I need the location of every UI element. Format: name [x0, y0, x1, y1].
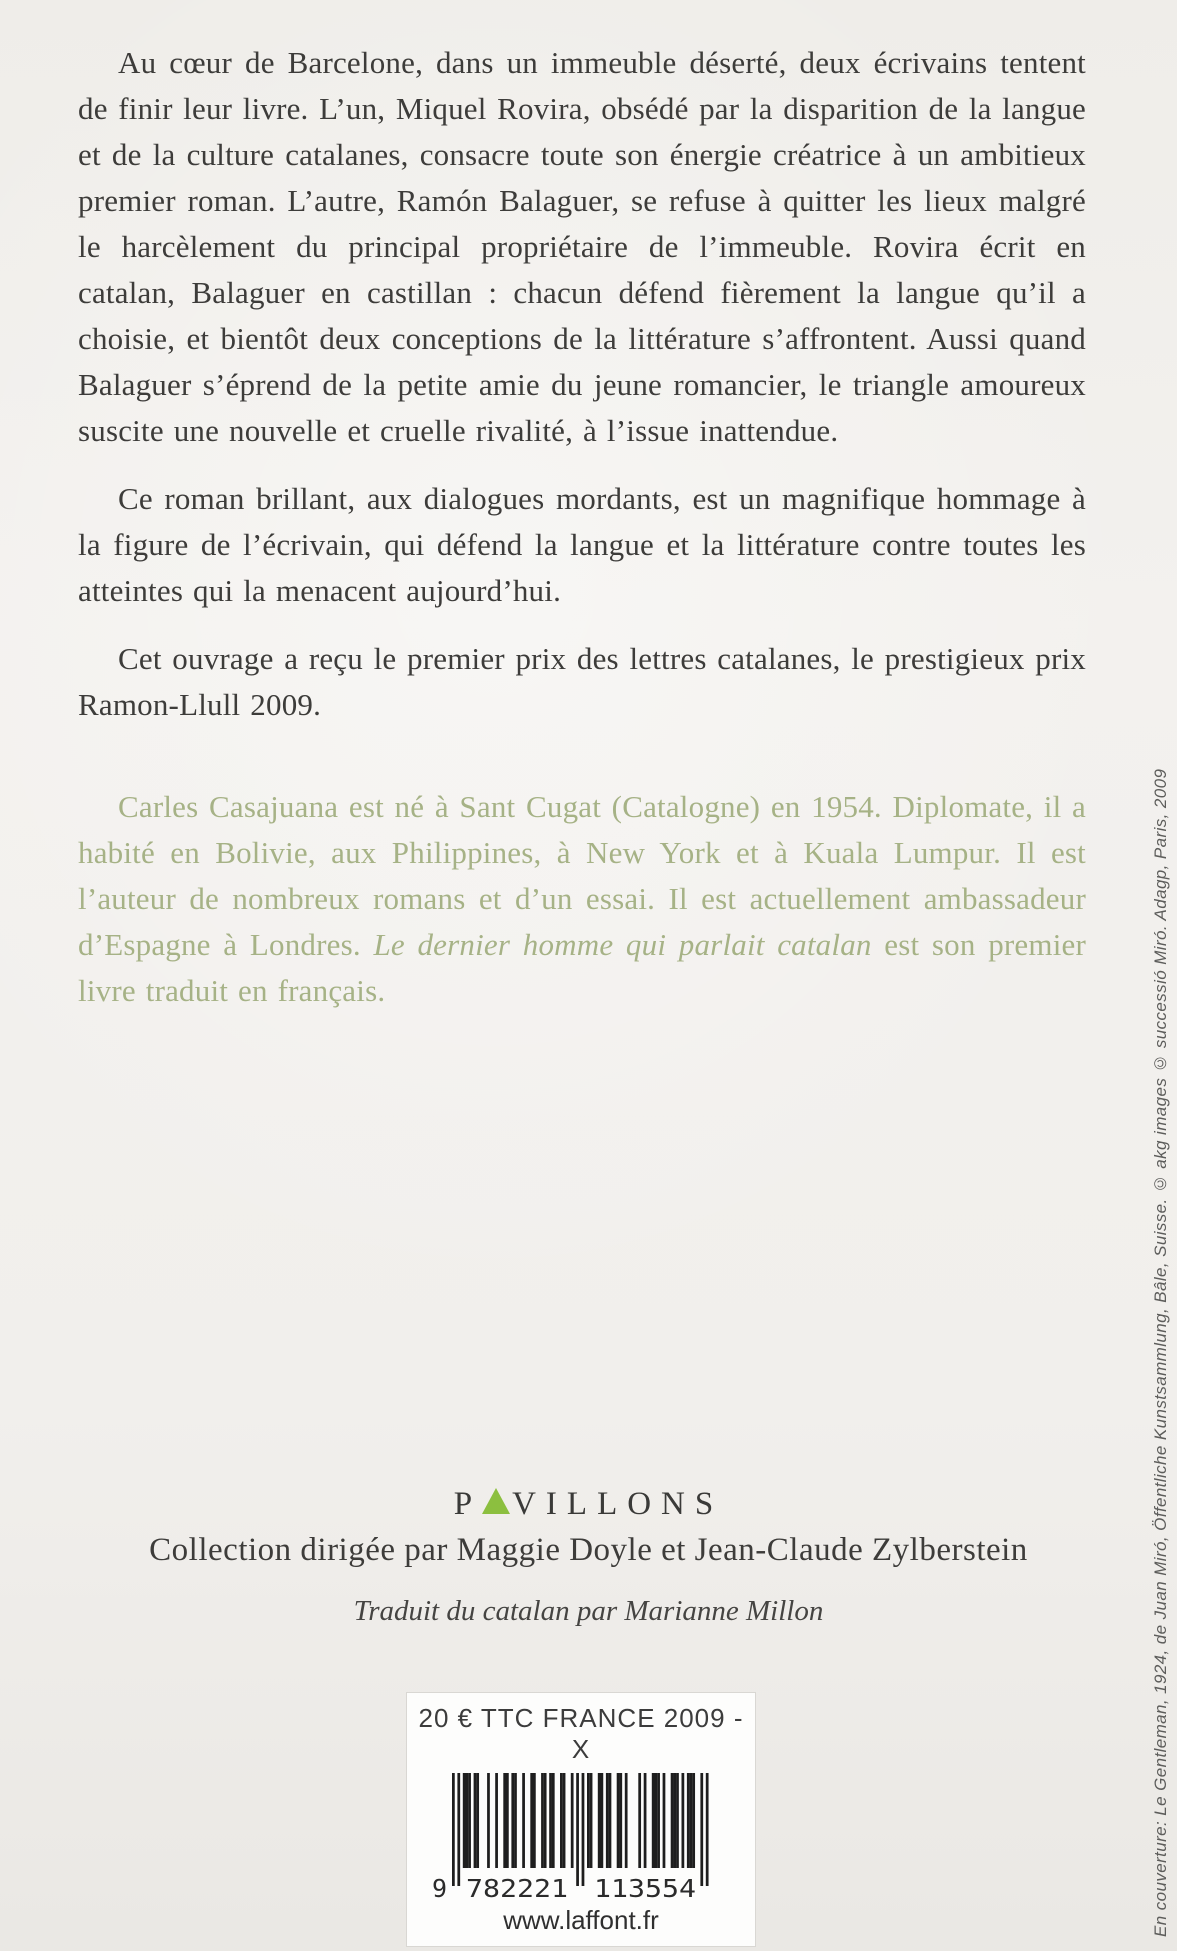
- cover-credit-text-after: , 1924, de Juan Miró, Öffentliche Kunstsammlung, Bâle, Suisse. © akg images © successió Miró. Adagp, Paris, 2009: [1151, 768, 1170, 1705]
- svg-text:113554: 113554: [594, 1874, 696, 1903]
- author-bio-text-before: Carles Casajuana est né à Sant Cugat (Catalogne) en 1954. Diplomate, il a habité en Bolivie, aux Philippines, à New York et à Kuala Lumpur. Il est l’auteur de nombreux romans et d’un essai. Il est actuellement ambassadeur d’Espagne à Londres.: [78, 789, 1086, 962]
- green-triangle-icon: [482, 1488, 510, 1514]
- cover-credit-vertical: [1151, 657, 1171, 1937]
- book-title-italic: Le dernier homme qui parlait catalan: [373, 927, 872, 962]
- logo-letters-villons: VILLONS: [512, 1486, 724, 1522]
- author-bio-text-after: est son premier livre traduit en français.: [78, 927, 1086, 1008]
- svg-text:782221: 782221: [466, 1874, 568, 1903]
- artwork-title-italic: Le Gentleman: [1151, 1704, 1170, 1816]
- synopsis-paragraph-1: Au cœur de Barcelone, dans un immeuble déserté, deux écrivains tentent de finir leur livre. L’un, Miquel Rovira, obsédé par la disparition de la langue et de la culture catalanes, consacre toute son énergie créatrice à un ambitieux premier roman. L’autre, Ramón Balaguer, se refuse à quitter les lieux malgré le harcèlement du principal propriétaire de l’immeuble. Rovira écrit en catalan, Balaguer en castillan : chacun défend fièrement la langue qu’il a choisie, et bientôt deux conceptions de la littérature s’affrontent. Aussi quand Balaguer s’éprend de la petite amie du jeune romancier, le triangle amoureux suscite une nouvelle et cruelle rivalité, à l’issue inattendue.: [78, 45, 1086, 448]
- translator-line: Traduit du catalan par Marianne Millon: [353, 1595, 824, 1627]
- cover-credit-text-before: En couverture:: [1151, 1815, 1170, 1937]
- publisher-block: [0, 1484, 1177, 1628]
- author-bio: [78, 784, 1086, 1014]
- price-barcode-label: [406, 1692, 756, 1947]
- ean13-barcode: [426, 1773, 736, 1903]
- synopsis-block: [78, 40, 1086, 1014]
- publisher-website: www.laffont.fr: [503, 1905, 659, 1935]
- svg-text:9: 9: [432, 1874, 448, 1903]
- price-text: 20 € TTC FRANCE 2009 - X: [418, 1703, 744, 1764]
- synopsis-paragraph-2: Ce roman brillant, aux dialogues mordants, est un magnifique hommage à la figure de l’écrivain, qui défend la langue et la littérature contre toutes les atteintes qui la menacent aujourd’hui.: [78, 481, 1086, 608]
- logo-letter-p: P: [453, 1486, 483, 1522]
- synopsis-paragraph-3: Cet ouvrage a reçu le premier prix des lettres catalanes, le prestigieux prix Ramon-Llull 2009.: [78, 641, 1086, 722]
- pavillons-logo: [0, 1484, 1177, 1524]
- collection-line: Collection dirigée par Maggie Doyle et Jean-Claude Zylberstein: [149, 1532, 1028, 1568]
